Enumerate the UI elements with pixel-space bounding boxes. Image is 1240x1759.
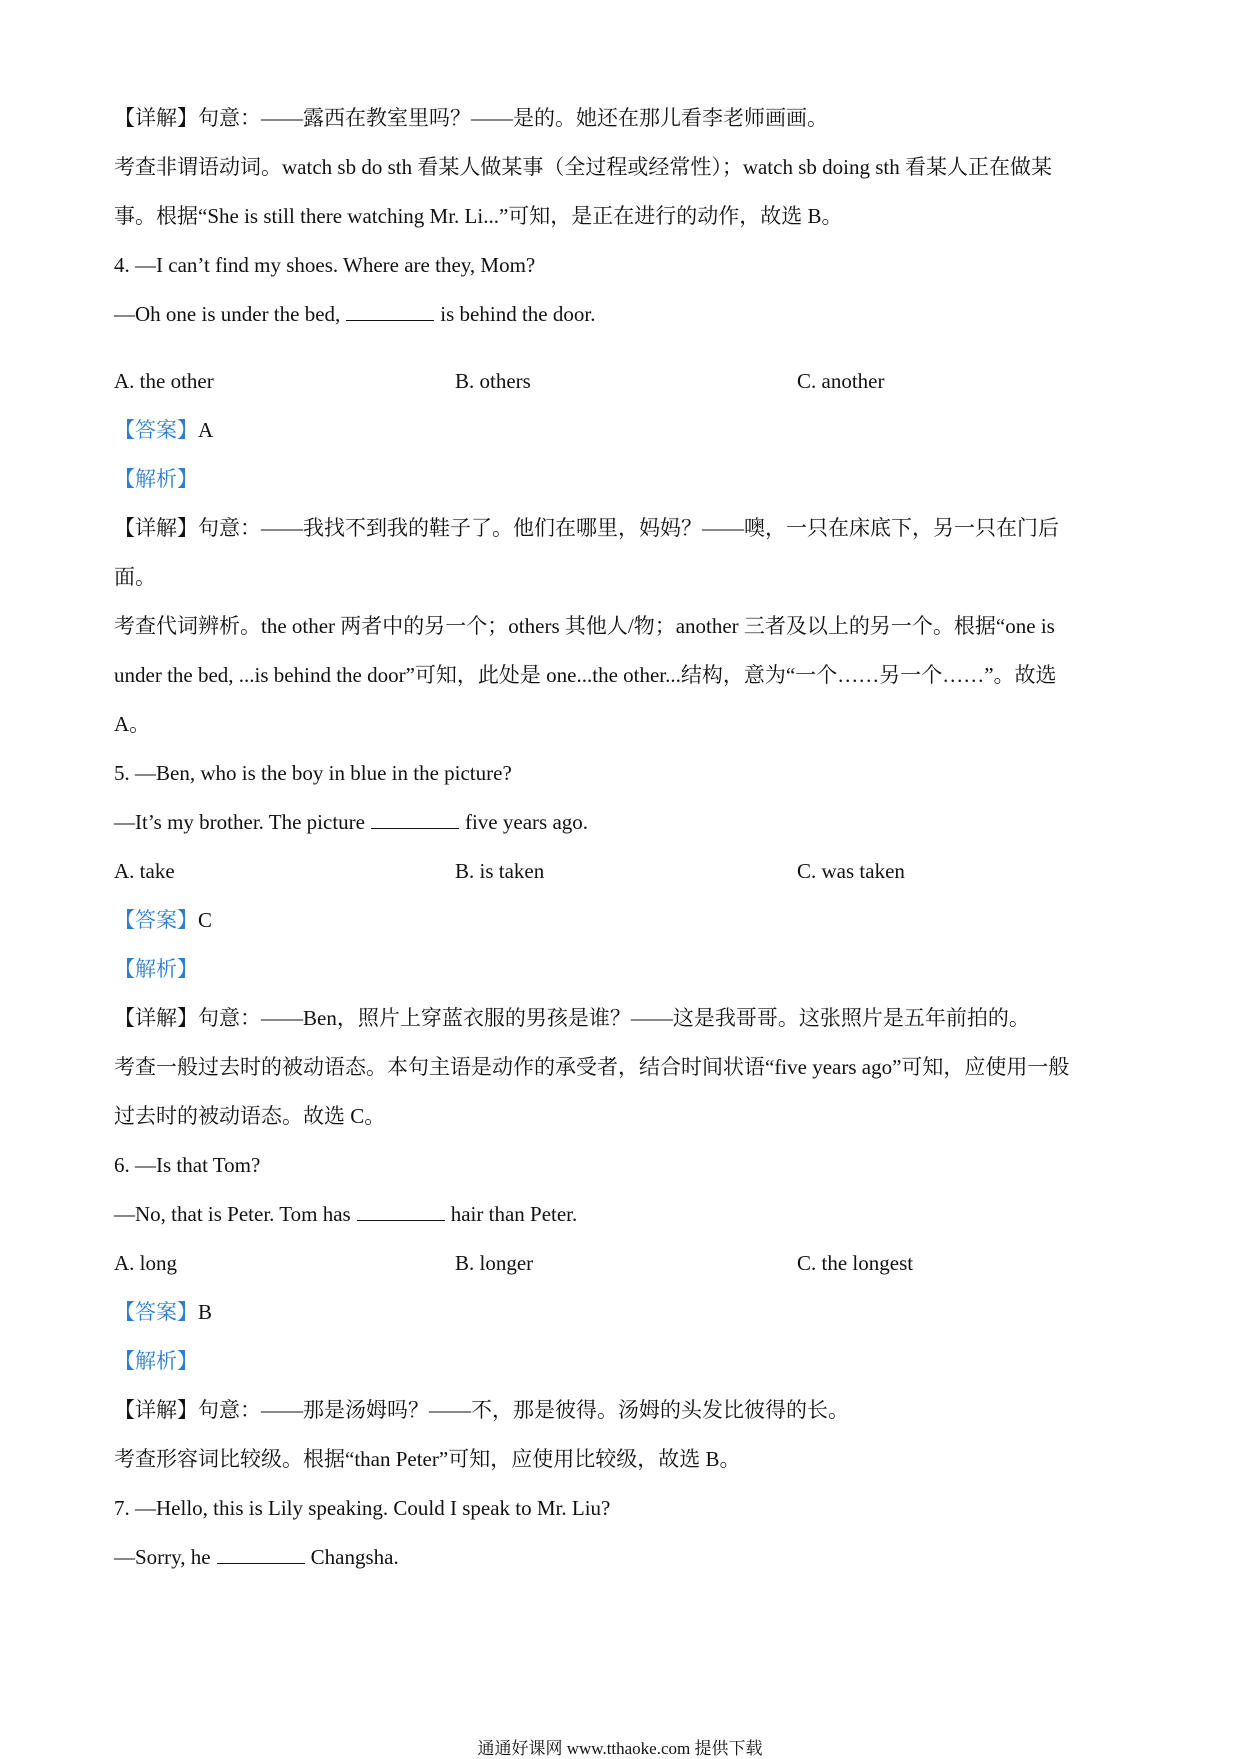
q4-option-b: B. others [455, 369, 531, 393]
q4-detail-line-4: under the bed, ...is behind the door”可知，此处是 one...the other...结构，意为“一个……另一个……”。故选 [114, 663, 1057, 687]
q5-detail-line-1: 【详解】句意：——Ben，照片上穿蓝衣服的男孩是谁？——这是我哥哥。这张照片是五年前拍的。 [114, 1006, 1030, 1030]
q3-analysis-line-2: 事。根据“She is still there watching Mr. Li...”可知，是正在进行的动作，故选 B。 [114, 204, 843, 228]
q4-option-a: A. the other [114, 369, 214, 393]
answer-blank [217, 1545, 305, 1564]
q5-detail-line-3: 过去时的被动语态。故选 C。 [114, 1104, 386, 1128]
q6-detail-line-1: 【详解】句意：——那是汤姆吗？——不，那是彼得。汤姆的头发比彼得的长。 [114, 1398, 849, 1422]
answer-tag: 【答案】 [114, 908, 198, 932]
q7-stem-part-b: Changsha. [310, 1545, 399, 1569]
q6-stem-line-1: 6. —Is that Tom? [114, 1153, 261, 1177]
q5-stem-line-1: 5. —Ben, who is the boy in blue in the picture? [114, 761, 512, 785]
q3-detail: 【详解】句意：——露西在教室里吗？——是的。她还在那儿看李老师画画。 [114, 106, 828, 130]
q4-analysis-tag: 【解析】 [114, 467, 198, 491]
q7-stem-line-1: 7. —Hello, this is Lily speaking. Could I speak to Mr. Liu? [114, 1496, 611, 1520]
q5-answer [114, 906, 212, 934]
q5-stem-line-2 [114, 808, 588, 836]
q5-detail-line-2: 考查一般过去时的被动语态。本句主语是动作的承受者，结合时间状语“five years ago”可知，应使用一般 [114, 1055, 1070, 1079]
q7-stem-part-a: —Sorry, he [114, 1545, 211, 1569]
q7-stem-line-2 [114, 1543, 399, 1571]
q4-stem-line-1: 4. —I can’t find my shoes. Where are they, Mom? [114, 253, 536, 277]
q6-answer [114, 1298, 212, 1326]
q4-option-c: C. another [797, 369, 885, 393]
q6-stem-part-b: hair than Peter. [450, 1202, 578, 1226]
page-footer: 通通好课网 www.tthaoke.com 提供下载 [477, 1739, 763, 1758]
q4-stem-part-b: is behind the door. [440, 302, 596, 326]
answer-blank [346, 302, 434, 321]
q5-analysis-tag: 【解析】 [114, 957, 198, 981]
answer-value: B [198, 1300, 213, 1324]
answer-value: A [198, 418, 214, 442]
q5-option-b: B. is taken [455, 859, 545, 883]
q5-stem-part-a: —It’s my brother. The picture [114, 810, 365, 834]
answer-tag: 【答案】 [114, 418, 198, 442]
q6-detail-line-2: 考查形容词比较级。根据“than Peter”可知，应使用比较级，故选 B。 [114, 1447, 741, 1471]
q5-option-c: C. was taken [797, 859, 905, 883]
q6-option-c: C. the longest [797, 1251, 914, 1275]
q5-option-a: A. take [114, 859, 175, 883]
q6-option-a: A. long [114, 1251, 177, 1275]
answer-blank [357, 1202, 445, 1221]
q6-stem-part-a: —No, that is Peter. Tom has [114, 1202, 351, 1226]
q4-stem-line-2 [114, 300, 595, 328]
answer-blank [371, 810, 459, 829]
answer-value: C [198, 908, 213, 932]
q6-analysis-tag: 【解析】 [114, 1349, 198, 1373]
q4-detail-line-1: 【详解】句意：——我找不到我的鞋子了。他们在哪里，妈妈？——噢，一只在床底下，另一只在门后 [114, 516, 1059, 540]
q6-option-b: B. longer [455, 1251, 534, 1275]
q4-stem-part-a: —Oh one is under the bed, [114, 302, 341, 326]
q6-stem-line-2 [114, 1200, 577, 1228]
answer-tag: 【答案】 [114, 1300, 198, 1324]
q4-detail-line-5: A。 [114, 712, 151, 736]
q4-detail-line-2: 面。 [114, 565, 156, 589]
q4-answer [114, 416, 213, 444]
q4-detail-line-3: 考查代词辨析。the other 两者中的另一个；others 其他人/物；another 三者及以上的另一个。根据“one is [114, 614, 1055, 638]
q3-analysis-line-1: 考查非谓语动词。watch sb do sth 看某人做某事（全过程或经常性）；watch sb doing sth 看某人正在做某 [114, 155, 1052, 179]
q5-stem-part-b: five years ago. [464, 810, 589, 834]
